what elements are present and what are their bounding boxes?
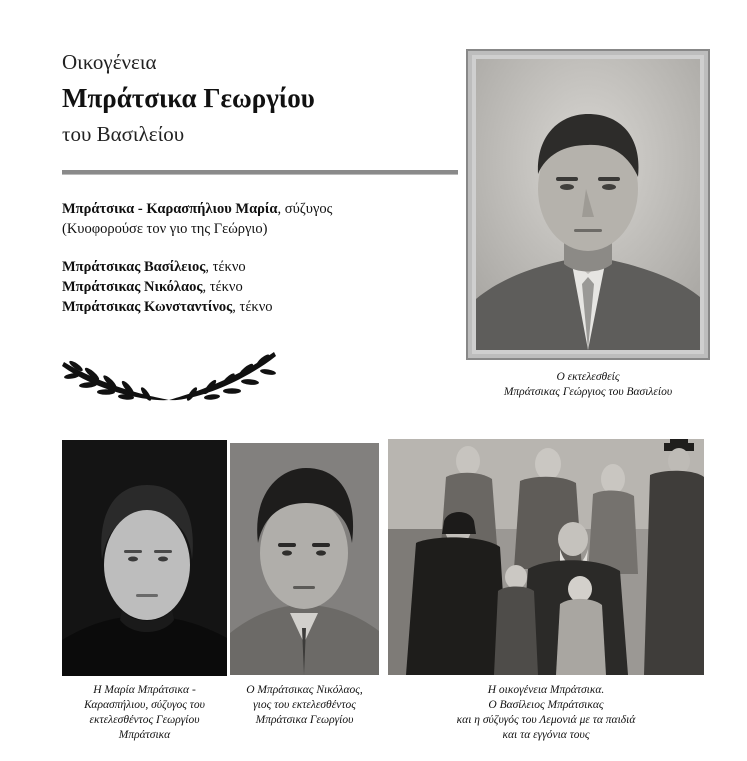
caption-line: Ο εκτελεσθείς — [556, 371, 620, 383]
caption-line: Μπράτσικα — [118, 729, 171, 741]
member-name: Μπράτσικα - Καρασπήλιου Μαρία — [62, 201, 278, 217]
member-child — [62, 257, 332, 277]
caption-line: και η σύζυγός του Λεμονιά με τα παιδιά — [456, 714, 636, 726]
caption-line: εκτελεσθέντος Γεωργίου — [89, 714, 200, 726]
portrait-nikolaos-caption — [230, 683, 379, 728]
portrait-nikolaos-photo — [230, 443, 379, 675]
member-role: , τέκνο — [232, 299, 273, 315]
family-name-title: Μπράτσικα Γεωργίου — [62, 83, 315, 113]
caption-line: Μπράτσικα Γεωργίου — [255, 714, 354, 726]
family-members-list — [62, 199, 332, 317]
portrait-georgios-frame — [466, 49, 710, 360]
member-name: Μπράτσικας Νικόλαος — [62, 279, 203, 295]
divider-rule — [62, 170, 458, 175]
father-name-subtitle: του Βασιλείου — [62, 122, 185, 146]
caption-line: Μπράτσικας Γεώργιος του Βασιλείου — [503, 386, 673, 398]
caption-line: Η οικογένεια Μπράτσικα. — [487, 684, 605, 696]
member-role: , σύζυγος — [277, 201, 333, 217]
member-role: , τέκνο — [202, 279, 243, 295]
laurel-wreath-icon — [58, 352, 280, 404]
member-role: , τέκνο — [205, 259, 246, 275]
member-name: Μπράτσικας Κωνσταντίνος — [62, 299, 233, 315]
portrait-georgios-caption — [476, 370, 700, 400]
family-group-photo — [388, 439, 704, 675]
family-group-caption — [388, 683, 704, 743]
caption-line: Ο Μπράτσικας Νικόλαος, — [246, 684, 363, 696]
member-wife — [62, 199, 332, 219]
caption-line: Ο Βασίλειος Μπράτσικας — [488, 699, 604, 711]
portrait-maria-photo — [62, 440, 227, 676]
portrait-georgios-photo — [476, 59, 700, 350]
caption-line: γιος του εκτελεσθέντος — [253, 699, 356, 711]
member-name: Μπράτσικας Βασίλειος — [62, 259, 206, 275]
caption-line: Καρασπήλιου, σύζυγος του — [84, 699, 205, 711]
portrait-maria-caption — [62, 683, 227, 743]
member-note: (Κυοφορούσε τον γιο της Γεώργιο) — [62, 221, 268, 237]
caption-line: Η Μαρία Μπράτσικα - — [93, 684, 196, 696]
member-child — [62, 297, 332, 317]
caption-line: και τα εγγόνια τους — [502, 729, 590, 741]
family-label: Οικογένεια — [62, 50, 157, 74]
member-child — [62, 277, 332, 297]
